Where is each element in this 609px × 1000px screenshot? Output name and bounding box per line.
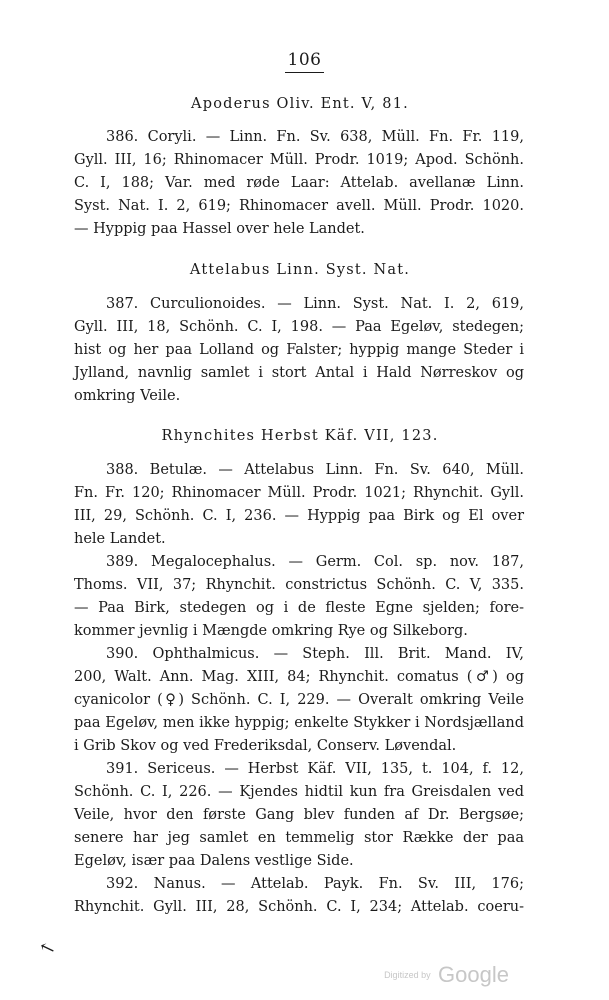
text-line: i Grib Skov og ved Frederiksdal, Conserv. Løvendal. xyxy=(74,738,457,754)
text-line: 391. Sericeus. — Herbst Käf. VII, 135, t. 104, f. 12, xyxy=(106,761,524,777)
text-line: paa Egeløv, men ikke hyppig; enkelte Stykker i Nordsjælland xyxy=(74,715,524,731)
text-line: 200, Walt. Ann. Mag. XIII, 84; Rhynchit. comatus (♂) og xyxy=(74,669,524,685)
text-line: Gyll. III, 18, Schönh. C. I, 198. — Paa Egeløv, stedegen; xyxy=(74,319,524,335)
text-line: Egeløv, især paa Dalens vestlige Side. xyxy=(74,853,354,869)
watermark-prefix: Digitized by xyxy=(384,970,431,980)
text-line: — Paa Birk, stedegen og i de fleste Egne sjelden; fore- xyxy=(74,600,524,616)
text-line: 386. Coryli. — Linn. Fn. Sv. 638, Müll. Fn. Fr. 119, xyxy=(106,129,524,145)
text-line: Rhynchit. Gyll. III, 28, Schönh. C. I, 234; Attelab. coeru- xyxy=(74,899,524,915)
text-line: Gyll. III, 16; Rhinomacer Müll. Prodr. 1019; Apod. Schönh. xyxy=(74,152,524,168)
text-line: 387. Curculionoides. — Linn. Syst. Nat. I. 2, 619, xyxy=(106,296,524,312)
page-number xyxy=(0,50,609,73)
text-line: Fn. Fr. 120; Rhinomacer Müll. Prodr. 1021; Rhynchit. Gyll. xyxy=(74,485,524,501)
text-line: senere har jeg samlet en temmelig stor Række der paa xyxy=(74,830,524,846)
text-line: 388. Betulæ. — Attelabus Linn. Fn. Sv. 640, Müll. xyxy=(106,462,524,478)
text-line: hele Landet. xyxy=(74,531,166,547)
text-line: Veile, hvor den første Gang blev funden af Dr. Bergsøe; xyxy=(74,807,524,823)
text-line: kommer jevnlig i Mængde omkring Rye og Silkeborg. xyxy=(74,623,468,639)
watermark-brand: Google xyxy=(438,962,509,987)
text-line: Thoms. VII, 37; Rhynchit. constrictus Schönh. C. V, 335. xyxy=(74,577,524,593)
page-number-text: 106 xyxy=(285,50,325,73)
text-line: Jylland, navnlig samlet i stort Antal i Hald Nørreskov og xyxy=(74,365,524,381)
text-line: Schönh. C. I, 226. — Kjendes hidtil kun fra Greisdalen ved xyxy=(74,784,524,800)
text-line: Syst. Nat. I. 2, 619; Rhinomacer avell. Müll. Prodr. 1020. xyxy=(74,198,524,214)
section-heading-attelabus: Attelabus Linn. Syst. Nat. xyxy=(189,262,411,278)
text-line: cyanicolor (♀) Schönh. C. I, 229. — Overalt omkring Veile xyxy=(74,692,524,708)
fold-mark: ↖ xyxy=(36,936,59,961)
text-line: 392. Nanus. — Attelab. Payk. Fn. Sv. III, 176; xyxy=(106,876,524,892)
text-line: — Hyppig paa Hassel over hele Landet. xyxy=(74,221,365,237)
digitized-watermark xyxy=(384,962,509,988)
text-line: omkring Veile. xyxy=(74,388,181,404)
text-line: hist og her paa Lolland og Falster; hyppig mange Steder i xyxy=(74,342,524,358)
section-heading-apoderus: Apoderus Oliv. Ent. V, 81. xyxy=(191,96,409,112)
text-line: III, 29, Schönh. C. I, 236. — Hyppig paa Birk og El over xyxy=(74,508,524,524)
text-line: 389. Megalocephalus. — Germ. Col. sp. nov. 187, xyxy=(106,554,524,570)
text-line: 390. Ophthalmicus. — Steph. Ill. Brit. Mand. IV, xyxy=(106,646,524,662)
text-line: C. I, 188; Var. med røde Laar: Attelab. avellanæ Linn. xyxy=(74,175,524,191)
section-heading-rhynchites: Rhynchites Herbst Käf. VII, 123. xyxy=(161,428,439,444)
